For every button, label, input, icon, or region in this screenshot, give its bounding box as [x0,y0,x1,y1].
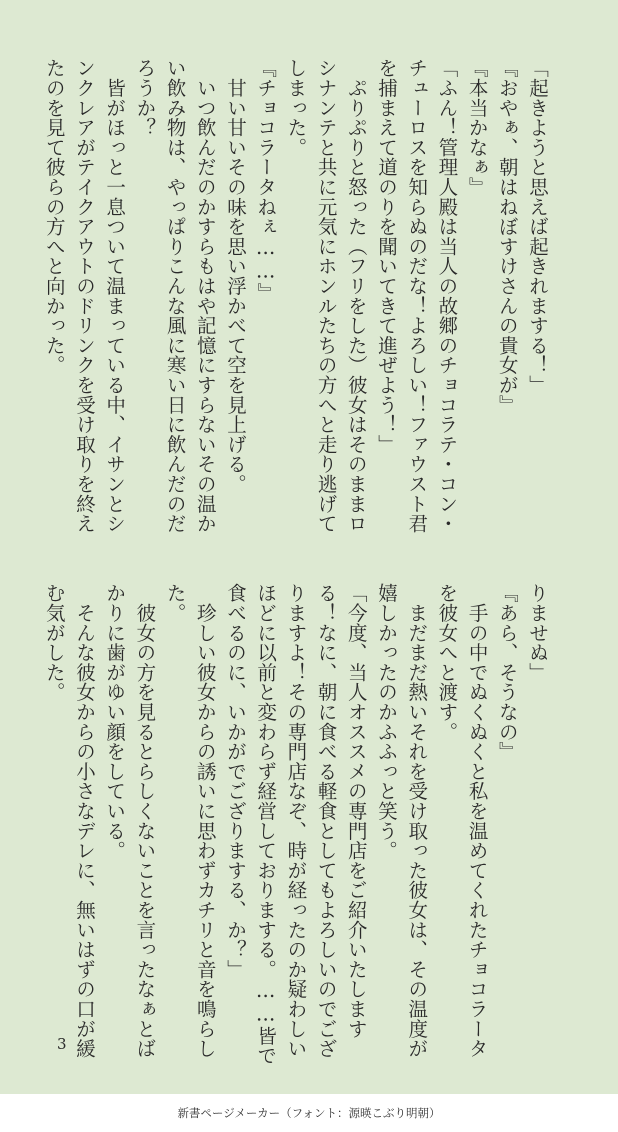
text-line: 『あら、そうなの』 [495,583,519,762]
text-line: を彼女へと渡す。 [435,583,459,742]
text-line: シナンテと共に元気にホンルたちの方へと走り逃げて [314,58,338,534]
text-line: 「ふん！管理人殿は当人の故郷のチョコラテ・コン・ [435,58,459,534]
lower-text-block [39,583,552,1066]
text-line: そんな彼女からの小さなデレに、無いはずの口が緩 [72,583,96,1059]
text-line: 『本当かなぁ』 [465,58,489,197]
text-line: 珍しい彼女からの誘いに思わずカチリと音を鳴らし [193,583,217,1059]
text-line: チューロスを知らぬのだな！よろしい！ファウスト君 [405,58,429,534]
text-line: を捕まえて道のりを聞いてきて進ぜよう！」 [374,58,398,454]
text-line: いつ飲んだのかすらもはや記憶にすらないその温か [193,58,217,534]
text-line: い飲み物は、やっぱりこんな風に寒い日に飲んだのだ [163,58,187,534]
text-line: 皆がほっと一息ついて温まっている中、イサンとシ [103,58,127,534]
text-line: 『チョコラータねぇ……』 [254,58,278,303]
text-line: む気がした。 [42,583,66,702]
text-line: ぷりぷりと怒った（フリをした）彼女はそのままロ [344,58,368,534]
text-line: 彼女の方を見るとらしくないことを言ったなぁとば [133,583,157,1059]
text-line: しまった。 [284,58,308,157]
upper-text-block [39,58,552,534]
text-line: ろうか？ [133,58,157,138]
text-line: 「今度、当人オススメの専門店をご紹介いたします [344,583,368,1039]
text-line: 食べるのに、いかがでござりまする、か？」 [223,583,247,979]
text-line: た。 [163,583,187,623]
text-line: りませぬ」 [526,583,549,682]
text-line: 手の中でぬくぬくと私を温めてくれたチョコラータ [465,583,489,1059]
text-line: りますよ！その専門店なぞ、時が経ったのか疑わしい [284,583,308,1059]
text-line: 甘い甘いその味を思い浮かべて空を見上げる。 [223,58,247,494]
text-line: 『おやぁ、朝はねぼすけさんの貴女が』 [495,58,519,415]
text-line: たのを見て彼らの方へと向かった。 [42,58,66,375]
text-line: ンクレアがテイクアウトのドリンクを受け取りを終え [72,58,96,534]
text-line: かりに歯がゆい顔をしている。 [103,583,127,861]
page-number: 3 [57,1035,67,1053]
text-line: 「起きようと思えば起きれまする！」 [526,58,549,395]
text-line: 嬉しかったのかふふっと笑う。 [374,583,398,861]
text-line: まだまだ熱いそれを受け取った彼女は、その温度が [405,583,429,1059]
text-line: ほどに以前と変わらず経営しておりまする。……皆で [254,583,278,1066]
footer-credit: 新書ページメーカー（フォント：源暎こぶり明朝） [177,1106,441,1120]
text-line: る！なに、朝に食べる軽食としてもよろしいのでござ [314,583,338,1059]
